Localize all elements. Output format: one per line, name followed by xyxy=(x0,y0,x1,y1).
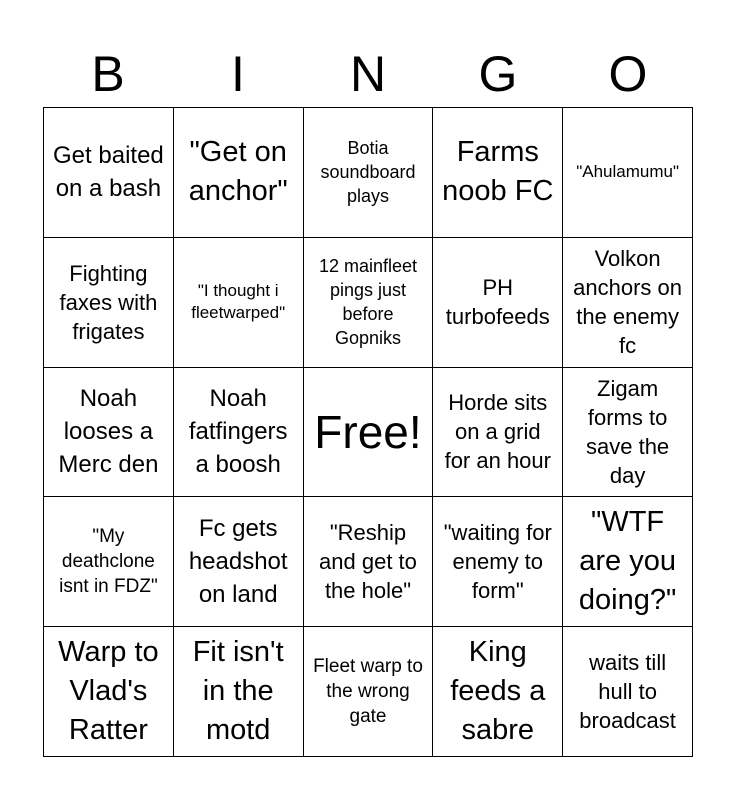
cell-text: Horde sits on a grid for an hour xyxy=(444,390,551,474)
cell-text: Fc gets headshot on land xyxy=(188,515,288,609)
bingo-cell[interactable] xyxy=(563,368,693,498)
bingo-cell[interactable] xyxy=(174,108,304,238)
cell-text: PH turbofeeds xyxy=(445,275,550,330)
cell-text: Fighting faxes with frigates xyxy=(59,260,158,344)
bingo-cell[interactable] xyxy=(44,238,174,368)
cell-text: Noah fatfingers a boosh xyxy=(188,385,288,479)
bingo-cell[interactable] xyxy=(304,238,434,368)
header-letter-g: G xyxy=(478,46,518,102)
header-letter-i: I xyxy=(231,46,245,102)
bingo-cell[interactable] xyxy=(44,627,174,757)
cell-text: Fleet warp to the wrong gate xyxy=(313,656,423,728)
cell-text: Get baited on a bash xyxy=(53,142,164,203)
bingo-cell[interactable] xyxy=(563,108,693,238)
bingo-cell[interactable] xyxy=(563,238,693,368)
bingo-board xyxy=(43,107,693,757)
cell-text: King feeds a sabre xyxy=(450,636,546,747)
cell-text: "I thought i fleetwarped" xyxy=(191,281,286,323)
bingo-cell[interactable] xyxy=(174,497,304,627)
cell-text: Zigam forms to save the day xyxy=(586,375,670,488)
bingo-cell[interactable] xyxy=(174,627,304,757)
bingo-cell[interactable] xyxy=(433,108,563,238)
cell-text: Farms noob FC xyxy=(442,136,554,208)
cell-text: Volkon anchors on the enemy fc xyxy=(573,246,683,359)
cell-text: Warp to Vlad's Ratter xyxy=(58,636,159,747)
bingo-cell[interactable] xyxy=(44,497,174,627)
cell-text: "My deathclone isnt in FDZ" xyxy=(59,526,158,598)
bingo-cell[interactable] xyxy=(44,368,174,498)
bingo-cell[interactable] xyxy=(44,108,174,238)
bingo-header xyxy=(43,40,693,108)
cell-text: "Get on anchor" xyxy=(188,136,288,208)
header-letter-n: N xyxy=(349,46,387,102)
bingo-cell[interactable] xyxy=(563,627,693,757)
cell-text: Fit isn't in the motd xyxy=(192,636,284,747)
bingo-cell[interactable] xyxy=(433,238,563,368)
cell-text: "WTF are you doing?" xyxy=(578,506,677,617)
cell-text: "Reship and get to the hole" xyxy=(319,520,417,604)
cell-text: "waiting for enemy to form" xyxy=(443,520,552,604)
bingo-cell[interactable] xyxy=(433,627,563,757)
bingo-cell[interactable] xyxy=(304,497,434,627)
bingo-cell[interactable] xyxy=(563,497,693,627)
header-letter-b: B xyxy=(91,46,125,102)
cell-text: waits till hull to broadcast xyxy=(579,650,676,734)
cell-text: 12 mainfleet pings just before Gopniks xyxy=(318,256,418,349)
bingo-cell[interactable] xyxy=(174,238,304,368)
cell-text: Free! xyxy=(314,405,422,458)
bingo-cell-free[interactable] xyxy=(304,368,434,498)
cell-text: "Ahulamumu" xyxy=(576,162,679,182)
bingo-cell[interactable] xyxy=(174,368,304,498)
bingo-cell[interactable] xyxy=(304,627,434,757)
bingo-cell[interactable] xyxy=(433,497,563,627)
bingo-cell[interactable] xyxy=(433,368,563,498)
cell-text: Noah looses a Merc den xyxy=(58,385,159,479)
bingo-cell[interactable] xyxy=(304,108,434,238)
cell-text: Botia soundboard plays xyxy=(320,138,416,207)
header-letter-o: O xyxy=(608,46,648,102)
